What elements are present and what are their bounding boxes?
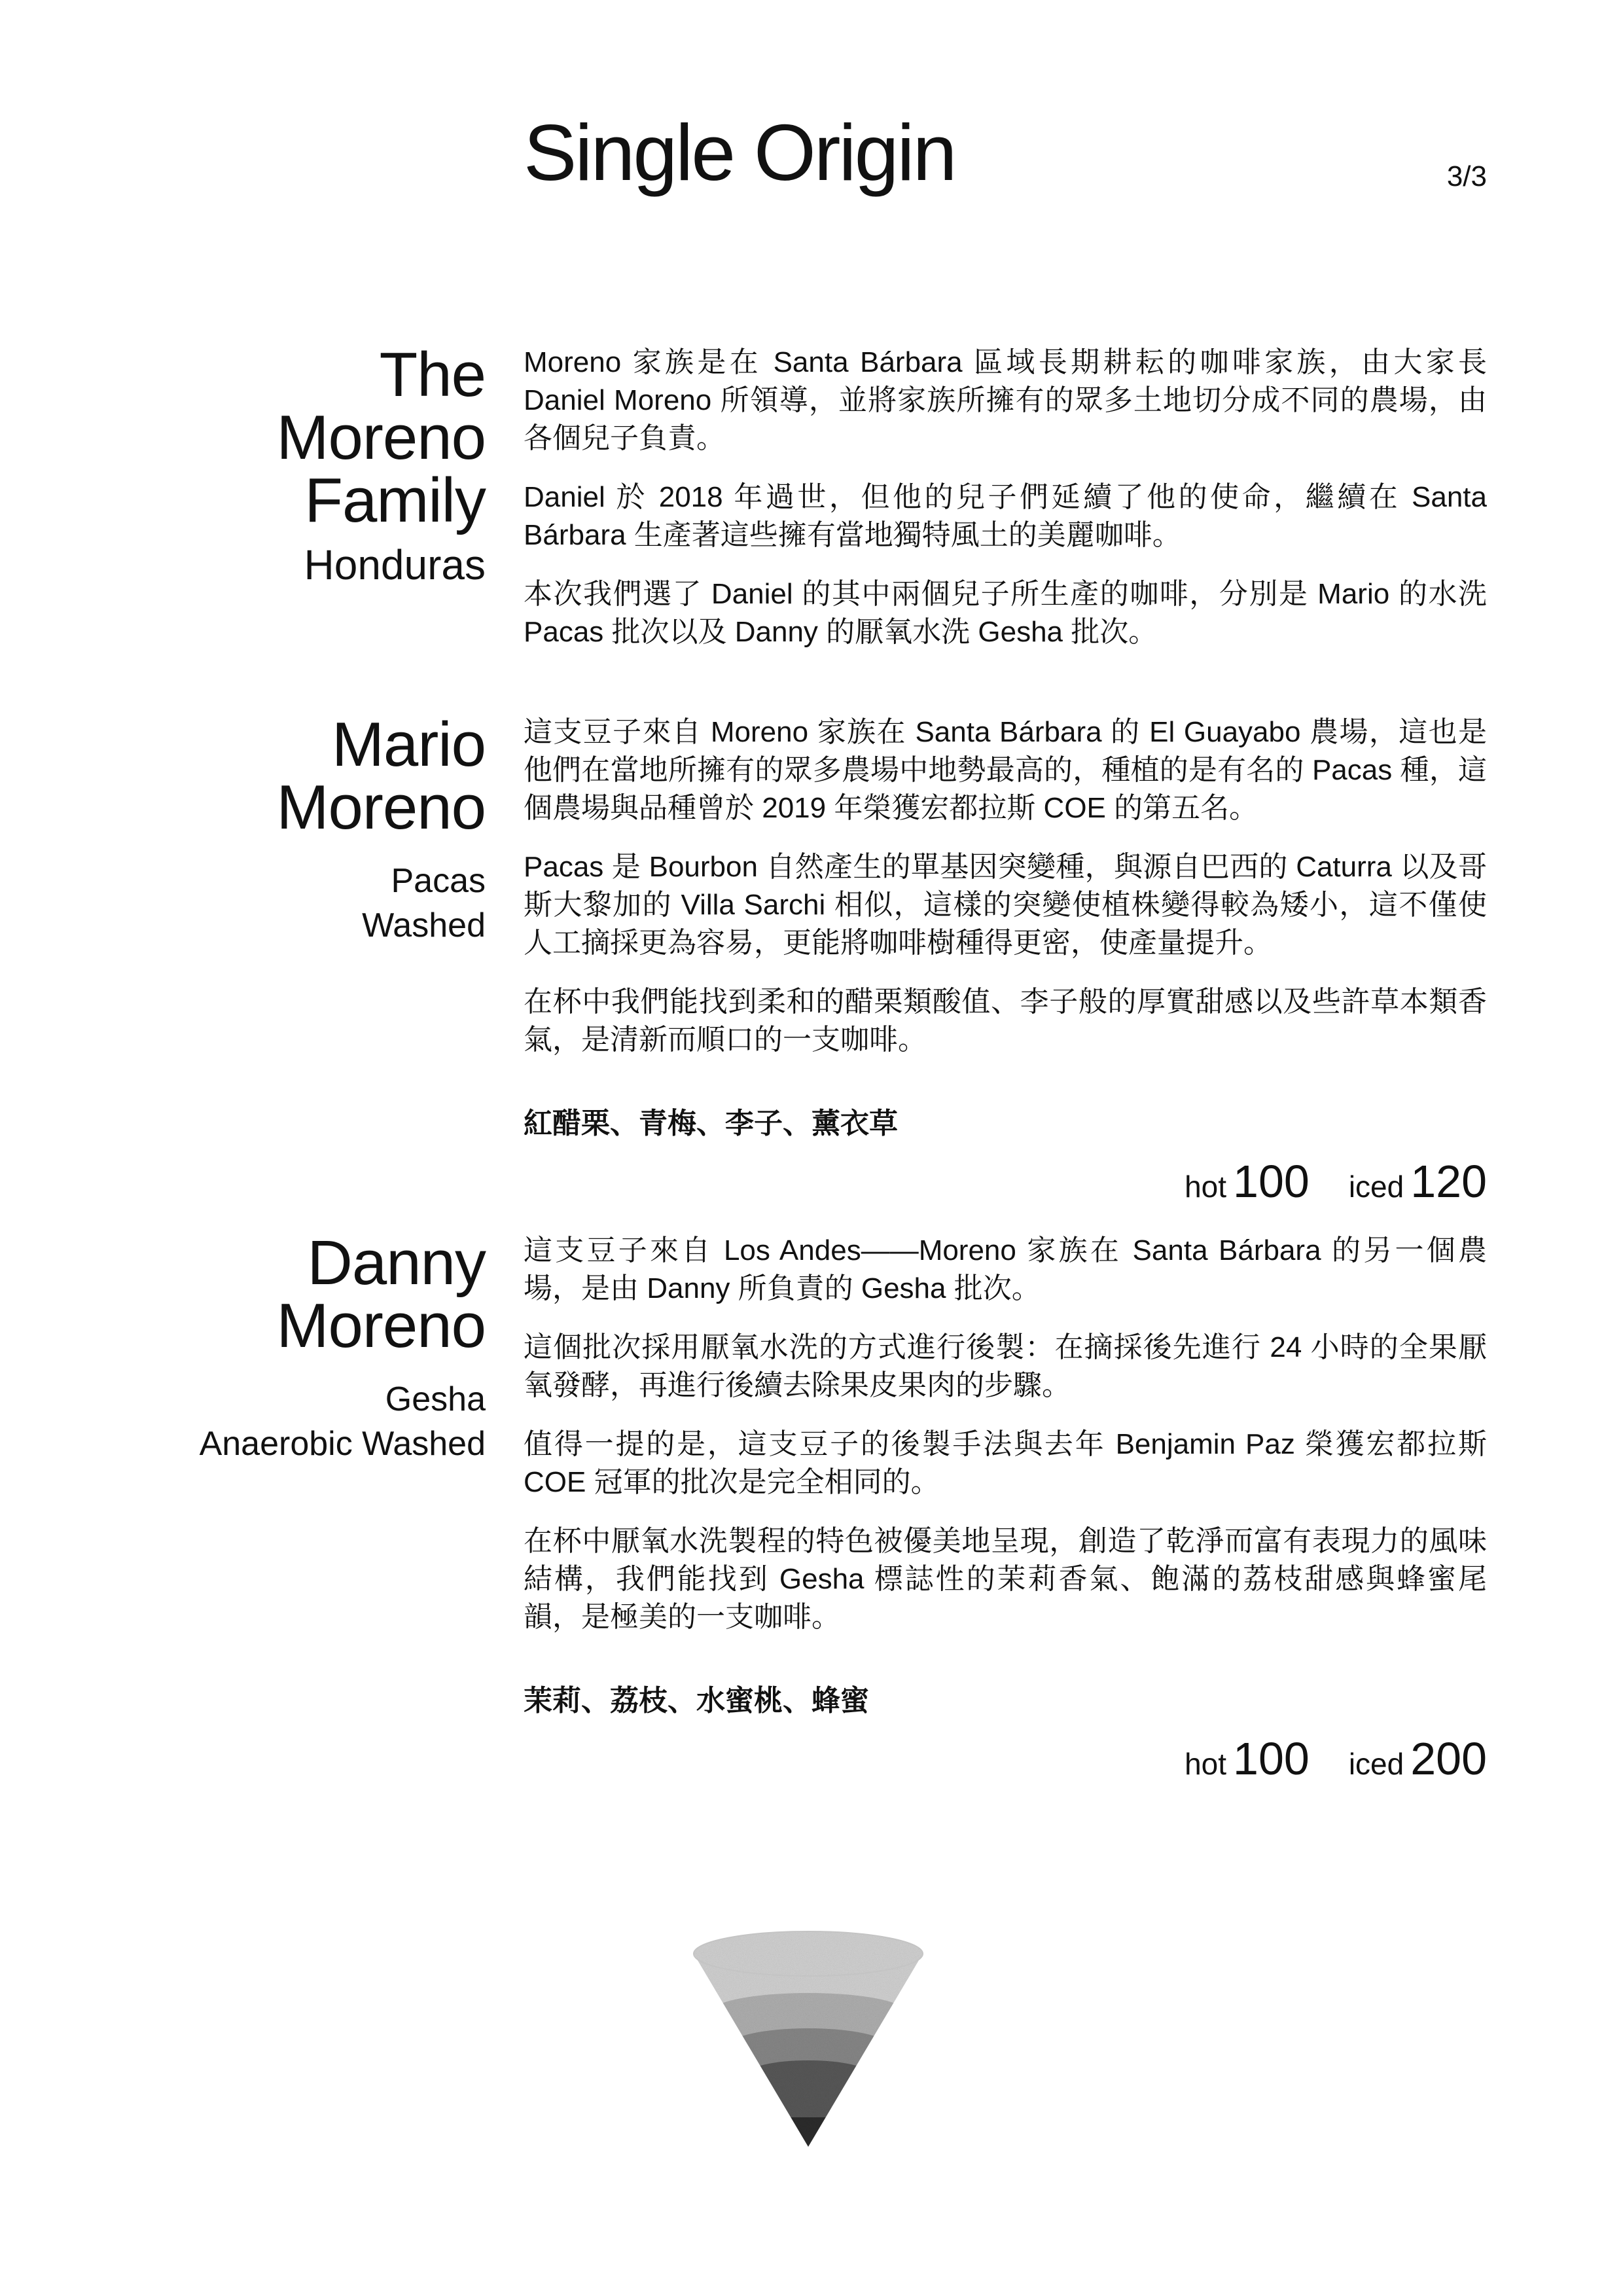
iced-price-value: 120 — [1410, 1156, 1487, 1207]
coffee-name-line: Moreno — [276, 1291, 486, 1361]
coffee-name — [200, 1228, 486, 1361]
price-row — [524, 1733, 1487, 1784]
coffee-heading — [199, 1228, 486, 1466]
hot-price-value: 100 — [1233, 1156, 1310, 1207]
hot-price-label: hot — [1185, 1170, 1227, 1204]
cone-layer — [687, 2117, 929, 2150]
family-paragraph: 本次我們選了 Daniel 的其中兩個兒子所生產的咖啡，分別是 Mario 的水洗 Pacas 批次以及 Danny 的厭氧水洗 Gesha 批次。 — [524, 578, 1487, 648]
layered-cone-icon — [687, 1928, 929, 2150]
cone-graphic — [687, 1928, 929, 2150]
coffee-name-line: Danny — [307, 1228, 486, 1298]
tasting-notes: 紅醋栗、青梅、李子、薰衣草 — [524, 1107, 898, 1139]
family-description — [524, 344, 1487, 672]
hot-price-label: hot — [1185, 1747, 1227, 1781]
price-row — [524, 1156, 1487, 1207]
coffee-process: Anaerobic Washed — [199, 1425, 486, 1463]
family-paragraph: Moreno 家族是在 Santa Bárbara 區域長期耕耘的咖啡家族，由大家長 Daniel Moreno 所領導，並將家族所擁有的眾多土地切分成不同的農場，由各個兒子負責。 — [524, 346, 1487, 454]
family-heading — [276, 340, 486, 591]
family-name-line: The — [379, 340, 486, 410]
page-title: Single Origin — [524, 108, 955, 197]
family-name-line: Family — [304, 465, 486, 535]
coffee-description — [524, 713, 1487, 1207]
iced-price-label: iced — [1348, 1747, 1404, 1781]
coffee-meta — [277, 859, 486, 948]
coffee-name — [276, 709, 486, 842]
page-number: 3/3 — [1446, 160, 1487, 192]
coffee-paragraph: 這個批次採用厭氧水洗的方式進行後製：在摘採後先進行 24 小時的全果厭氧發酵，再進行後續去除果皮果肉的步驟。 — [524, 1331, 1487, 1401]
coffee-paragraph: 這支豆子來自 Los Andes——Moreno 家族在 Santa Bárbara 的另一個農場，是由 Danny 所負責的 Gesha 批次。 — [524, 1234, 1487, 1304]
hot-price-value: 100 — [1233, 1733, 1310, 1784]
family-paragraph: Daniel 於 2018 年過世，但他的兒子們延續了他的使命，繼續在 Santa Bárbara 生產著這些擁有當地獨特風土的美麗咖啡。 — [524, 481, 1487, 551]
coffee-name-line: Mario — [331, 709, 486, 780]
coffee-paragraph: 值得一提的是，這支豆子的後製手法與去年 Benjamin Paz 榮獲宏都拉斯 COE 冠軍的批次是完全相同的。 — [524, 1428, 1487, 1498]
coffee-paragraph: 在杯中我們能找到柔和的醋栗類酸值、李子般的厚實甜感以及些許草本類香氣，是清新而順口的一支咖啡。 — [524, 986, 1487, 1056]
coffee-paragraph: 在杯中厭氧水洗製程的特色被優美地呈現，創造了乾淨而富有表現力的風味結構，我們能找到 Gesha 標誌性的茉莉香氣、飽滿的荔枝甜感與蜂蜜尾韻，是極美的一支咖啡。 — [524, 1525, 1487, 1633]
coffee-name-line: Moreno — [276, 772, 486, 842]
iced-price-value: 200 — [1410, 1733, 1487, 1784]
coffee-process: Washed — [362, 906, 486, 944]
tasting-notes: 茉莉、荔枝、水蜜桃、蜂蜜 — [524, 1685, 869, 1717]
coffee-variety: Gesha — [385, 1380, 486, 1418]
iced-price-label: iced — [1348, 1170, 1404, 1204]
coffee-description — [524, 1232, 1487, 1782]
coffee-variety: Pacas — [391, 862, 486, 900]
coffee-meta — [200, 1377, 486, 1466]
coffee-heading — [276, 709, 486, 948]
coffee-paragraph: 這支豆子來自 Moreno 家族在 Santa Bárbara 的 El Guayabo 農場，這也是他們在當地所擁有的眾多農場中地勢最高的，種植的是有名的 Pacas 種，這個農場與品種曾於 2019 年榮獲宏都拉斯 COE 的第五名。 — [524, 716, 1487, 824]
family-name — [276, 340, 486, 535]
coffee-paragraph: Pacas 是 Bourbon 自然產生的單基因突變種，與源自巴西的 Caturra 以及哥斯大黎加的 Villa Sarchi 相似，這樣的突變使植株變得較為矮小，這不僅使人工摘採更為容易，更能將咖啡樹種得更密，使產量提升。 — [524, 851, 1487, 959]
family-origin: Honduras — [304, 541, 486, 588]
family-name-line: Moreno — [276, 403, 486, 473]
